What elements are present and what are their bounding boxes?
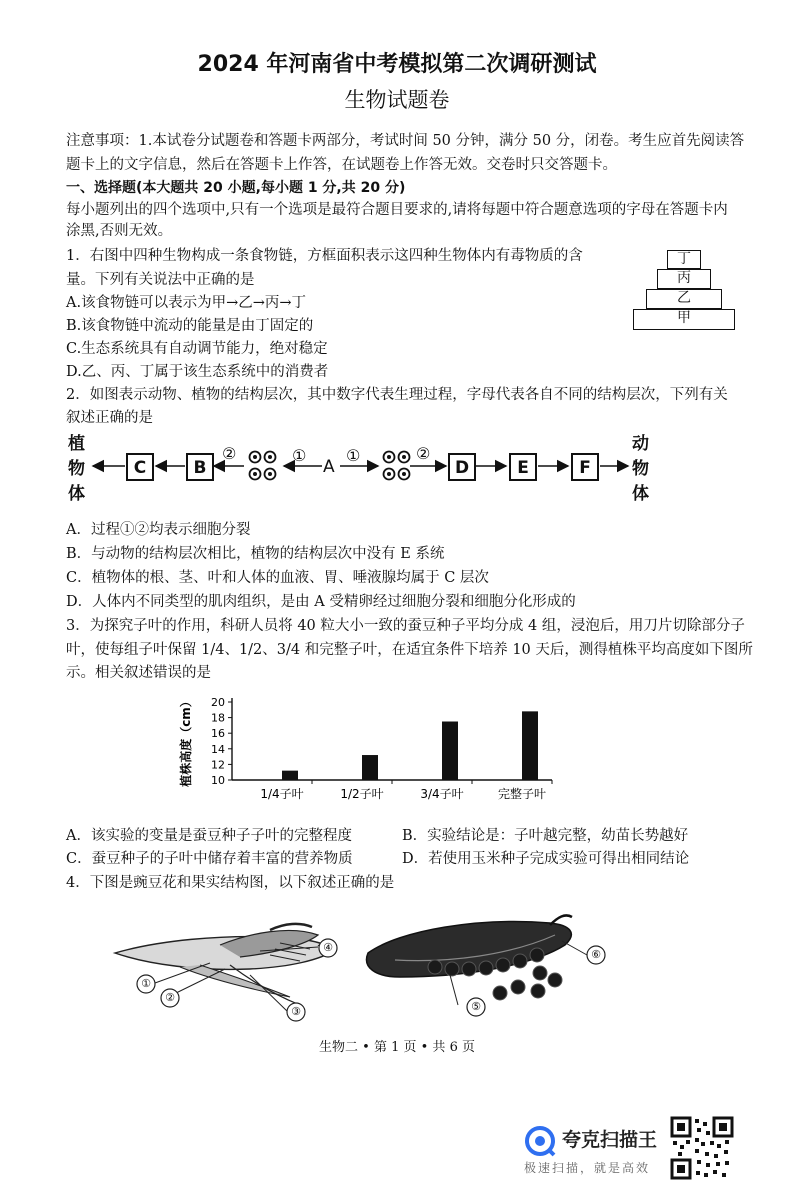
bar-1 (282, 771, 298, 780)
process-2-right: ② (416, 444, 431, 463)
pyramid-yi: 乙 (646, 289, 722, 309)
q2-option-a: A．过程①②均表示细胞分裂 (66, 522, 251, 538)
watermark-brand: 夸克扫描王 (562, 1129, 658, 1151)
flower-label-4: ④ (323, 941, 333, 954)
bar-2 (362, 755, 378, 780)
quark-logo-icon (524, 1125, 556, 1157)
watermark-slogan: 极速扫描，就是高效 (524, 1161, 651, 1175)
y-axis-label: 植株高度（cm） (179, 695, 193, 787)
cell-cluster-right (384, 452, 410, 480)
pyramid-bing: 丙 (657, 269, 711, 289)
box-c: C (126, 453, 154, 481)
q4-stem: 4．下图是豌豆花和果实结构图，以下叙述正确的是 (66, 875, 395, 891)
section-instruction-1: 每小题列出的四个选项中,只有一个选项是最符合题目要求的,请将每题中符合题意选项的字母在答题卡内 (66, 202, 728, 218)
exam-subtitle: 生物试题卷 (344, 88, 450, 112)
pea-pod-illustration (367, 915, 572, 1000)
q3-stem-2: 叶，使每组子叶保留 1/4、1/2、3/4 和完整子叶，在适宜条件下培养 10 天后，测得植株平均高度如下图所 (66, 642, 753, 658)
x-tick-label-1: 1/4子叶 (260, 787, 304, 801)
process-1-left: ① (292, 446, 307, 465)
bar-4 (522, 711, 538, 780)
exam-title: 2024 年河南省中考模拟第二次调研测试 (197, 52, 597, 77)
pod-label-5: ⑤ (471, 1000, 481, 1013)
q3-option-a: A．该实验的变量是蚕豆种子子叶的完整程度 (66, 828, 352, 844)
cell-cluster-left (250, 452, 276, 480)
process-2-left: ② (222, 444, 237, 463)
box-d: D (448, 453, 476, 481)
pyramid-ding: 丁 (667, 250, 701, 269)
pea-flower-fruit-figure (100, 905, 620, 1030)
pyramid-jia: 甲 (633, 309, 735, 330)
q3-option-c: C．蚕豆种子的子叶中储存着丰富的营养物质 (66, 851, 353, 867)
y-tick-label-14: 14 (211, 742, 225, 756)
q1-stem-2: 量。下列有关说法中正确的是 (66, 272, 255, 288)
q3-stem-1: 3．为探究子叶的作用，科研人员将 40 粒大小一致的蚕豆种子平均分成 4 组，浸泡后，用刀片切除部分子 (66, 618, 745, 634)
x-tick-label-4: 完整子叶 (497, 787, 547, 801)
x-tick-label-3: 3/4子叶 (420, 787, 464, 801)
pod-label-6: ⑥ (591, 948, 601, 961)
q1-option-c: C.生态系统具有自动调节能力，绝对稳定 (66, 341, 328, 357)
q1-stem-1: 1．右图中四种生物构成一条食物链，方框面积表示这四种生物体内有毒物质的含 (66, 248, 583, 264)
q3-option-d: D．若使用玉米种子完成实验可得出相同结论 (402, 851, 690, 867)
q1-option-b: B.该食物链中流动的能量是由丁固定的 (66, 318, 314, 334)
q1-option-a: A.该食物链可以表示为甲→乙→丙→丁 (66, 295, 307, 311)
y-tick-label-12: 12 (211, 758, 225, 772)
section-heading: 一、选择题(本大题共 20 小题,每小题 1 分,共 20 分) (66, 180, 406, 196)
q2-option-b: B．与动物的结构层次相比，植物的结构层次中没有 E 系统 (66, 546, 445, 562)
page-footer: 生物二 • 第 1 页 • 共 6 页 (319, 1040, 475, 1055)
q1-option-d: D.乙、丙、丁属于该生态系统中的消费者 (66, 364, 329, 380)
qr-code-icon (670, 1116, 734, 1180)
bar-3 (442, 722, 458, 781)
notice-line-1: 注意事项：1.本试卷分试题卷和答题卡两部分，考试时间 50 分钟，满分 50 分，闭卷。考生应首先阅读答 (66, 133, 745, 149)
q3-stem-3: 示。相关叙述错误的是 (66, 665, 211, 681)
q2-stem-2: 叙述正确的是 (66, 410, 153, 426)
flower-label-2: ② (165, 991, 175, 1004)
flower-label-1: ① (141, 977, 151, 990)
x-tick-label-2: 1/2子叶 (340, 787, 384, 801)
y-tick-label-10: 10 (211, 774, 225, 787)
animal-body-label: 动 物 体 (632, 434, 649, 504)
plant-height-bar-chart (170, 688, 570, 808)
q2-option-d: D．人体内不同类型的肌肉组织，是由 A 受精卵经过细胞分裂和细胞分化形成的 (66, 594, 576, 610)
q2-stem-1: 2．如图表示动物、植物的结构层次，其中数字代表生理过程，字母代表各自不同的结构层次，下列有关 (66, 387, 728, 403)
process-1-right: ① (346, 446, 361, 465)
plant-body-label: 植 物 体 (68, 434, 85, 504)
box-b: B (186, 453, 214, 481)
y-tick-label-20: 20 (211, 696, 225, 709)
hierarchy-arrows (0, 440, 794, 500)
box-f: F (571, 453, 599, 481)
section-instruction-2: 涂黑,否则无效。 (66, 223, 173, 239)
q2-option-c: C．植物体的根、茎、叶和人体的血液、胃、唾液腺均属于 C 层次 (66, 570, 489, 586)
box-e: E (509, 453, 537, 481)
y-tick-label-18: 18 (211, 711, 225, 725)
notice-line-2: 题卡上的文字信息，然后在答题卡上作答，在试题卷上作答无效。交卷时只交答题卡。 (66, 157, 617, 173)
q3-option-b: B．实验结论是：子叶越完整，幼苗长势越好 (402, 828, 689, 844)
center-a: A (323, 457, 335, 477)
y-tick-label-16: 16 (211, 727, 225, 741)
flower-label-3: ③ (291, 1005, 301, 1018)
